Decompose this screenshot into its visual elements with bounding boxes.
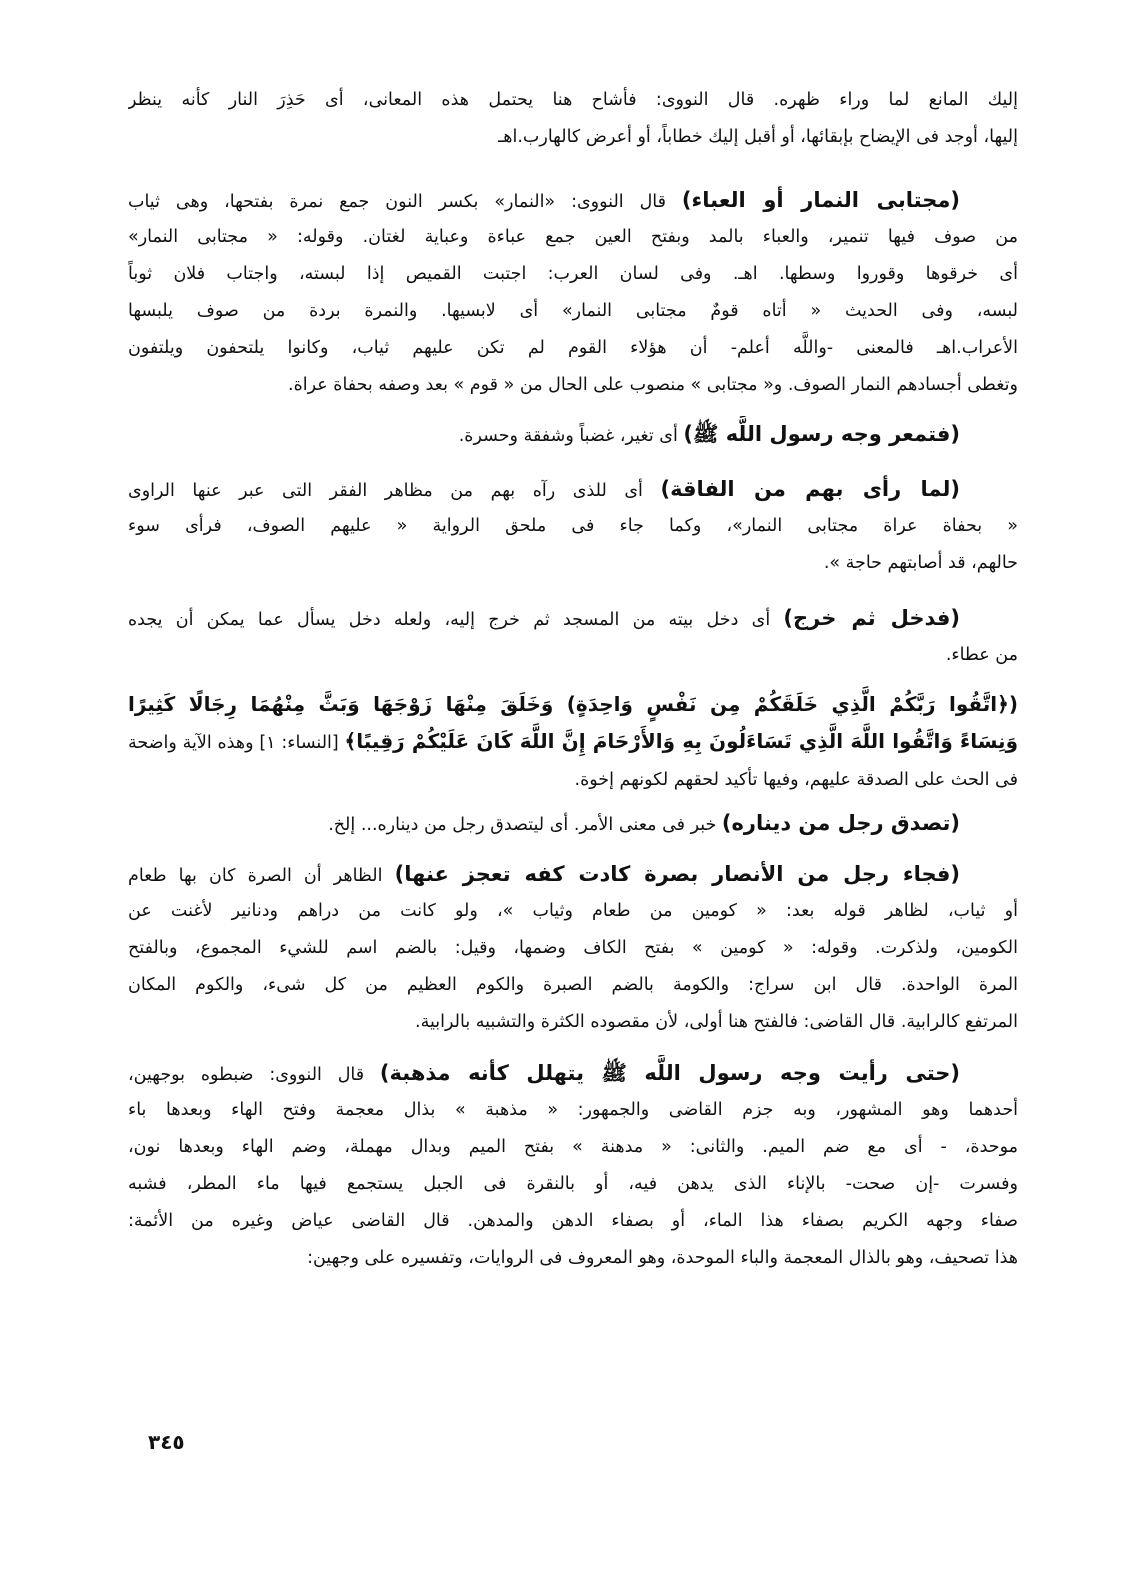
text-line (128, 256, 1018, 293)
text-line (128, 1166, 1018, 1203)
text-line (128, 1004, 1018, 1041)
page-body (128, 82, 1018, 1277)
text-line (128, 637, 1018, 674)
heading-phrase: (فجاء رجل من الأنصار بصرة كادت كفه تعجز عنها) (394, 862, 960, 886)
body-text: هذا تصحيف، وهو بالذال المعجمة والباء الموحدة، وهو المعروف فى الروايات، وتفسيره على وجهين: (307, 1248, 1018, 1268)
text-line (128, 293, 1018, 330)
text-line (128, 893, 1018, 930)
body-text: حالهم، قد أصابتهم حاجة ». (823, 553, 1018, 573)
text-line (128, 967, 1018, 1004)
text-line (128, 760, 1018, 797)
text-line (128, 182, 1018, 219)
body-text: وتغطى أجسادهم النمار الصوف. و« مجتابى » منصوب على الحال من « قوم » بعد وصفه بحفاة عراة. (288, 375, 1018, 395)
heading-phrase: (مجتابى النمار أو العباء) (681, 188, 960, 212)
paragraph (128, 82, 1018, 156)
quran-verse-paragraph (128, 686, 1018, 797)
heading-phrase: (فدخل ثم خرج) (783, 606, 961, 630)
text-line (128, 119, 1018, 156)
body-text: لبسه، وفى الحديث « أتاه قومٌ مجتابى النمار» أى لابسيها. والنمرة بردة من صوف يلبسها (128, 301, 1018, 321)
body-text: قال النووى: ضبطوه بوجهين، (128, 1065, 380, 1085)
body-text: المرة الواحدة. قال ابن سراج: والكومة بالضم الصبرة والكوم العظيم من كل شىء، والكوم المكان (128, 975, 1018, 995)
body-text: [النساء: ١] وهذه الآية واضحة (128, 733, 345, 753)
body-text: موحدة، - أى مع ضم الميم. والثانى: « مدهنة » بفتح الميم وبدال مهملة، وضم الهاء وبعدها نون، (128, 1137, 1018, 1157)
paragraph (128, 471, 1018, 582)
paragraph (128, 1055, 1018, 1277)
body-text: « بحفاة عراة مجتابى النمار»، وكما جاء فى ملحق الرواية « عليهم الصوف، فرأى سوء (128, 516, 1018, 536)
body-text: الظاهر أن الصرة كان بها طعام (128, 866, 395, 886)
text-line (128, 1203, 1018, 1240)
body-text: من صوف فيها تنمير، والعباء بالمد وبفتح العين جمع عباءة وعباية لغتان. وقوله: « مجتابى النمار» (128, 227, 1018, 247)
text-line (128, 1240, 1018, 1277)
heading-phrase: (تصدق رجل من ديناره) (721, 811, 960, 835)
text-line (128, 600, 1018, 637)
body-text: أى تغير، غضباً وشفقة وحسرة. (458, 426, 684, 446)
paragraph (128, 182, 1018, 404)
verse-text: وَنِسَاءً وَاتَّقُوا اللَّهَ الَّذِي تَسَاءَلُونَ بِهِ وَالأَرْحَامَ إِنَّ اللَّهَ كَانَ عَلَيْكُمْ رَقِيبًا﴾ (344, 729, 1018, 753)
body-text: من عطاء. (945, 645, 1018, 665)
text-line (128, 805, 1018, 842)
paragraph (128, 600, 1018, 674)
verse-text: (﴿اتَّقُوا رَبَّكُمْ الَّذِي خَلَقَكُمْ مِن نَفْسٍ وَاحِدَةٍ) وَخَلَقَ مِنْهَا زَوْجَهَا وَبَثَّ مِنْهُمَا رِجَالًا كَثِيرًا (128, 692, 1018, 716)
body-text: أى دخل بيته من المسجد ثم خرج إليه، ولعله دخل يسأل عما يمكن أن يجده (128, 610, 784, 630)
body-text: خبر فى معنى الأمر. أى ليتصدق رجل من ديناره... إلخ. (328, 815, 722, 835)
page-number: ٣٤٥ (148, 1430, 185, 1454)
text-line (128, 82, 1018, 119)
body-text: صفاء وجهه الكريم بصفاء هذا الماء، أو بصفاء الدهن والمدهن. قال القاضى عياض وغيره من الأئمة: (128, 1211, 1018, 1231)
body-text: أو ثياب، لظاهر قوله بعد: « كومين من طعام وثياب »، ولو كانت من دراهم ودنانير لأغنت عن (128, 901, 1018, 921)
heading-phrase: (لما رأى بهم من الفاقة) (660, 477, 960, 501)
paragraph (128, 856, 1018, 1041)
text-line (128, 1092, 1018, 1129)
text-line (128, 686, 1018, 723)
text-line (128, 723, 1018, 760)
text-line (128, 416, 1018, 453)
body-text: المرتفع كالرابية. قال القاضى: فالفتح هنا أولى، لأن مقصوده الكثرة والتشبيه بالرابية. (415, 1012, 1018, 1032)
heading-phrase: (حتى رأيت وجه رسول اللَّه ﷺ يتهلل كأنه مذهبة) (379, 1061, 960, 1085)
text-line (128, 856, 1018, 893)
text-line (128, 508, 1018, 545)
body-text: فى الحث على الصدقة عليهم، وفيها تأكيد لحقهم لكونهم إخوة. (574, 770, 1018, 790)
body-text: الكومين، ولذكرت. وقوله: « كومين » بفتح الكاف وضمها، وقيل: بالضم اسم للشيء المجموع، وبالفتح (128, 938, 1018, 958)
text-line (128, 367, 1018, 404)
text-line (128, 930, 1018, 967)
text-line (128, 545, 1018, 582)
heading-phrase: (فتمعر وجه رسول اللَّه ﷺ) (683, 422, 960, 446)
body-text: الأعراب.اهـ فالمعنى -واللَّه أعلم- أن هؤلاء القوم لم تكن عليهم ثياب، وكانوا يلتحفون ويلتفون (128, 338, 1018, 358)
text-line (128, 1055, 1018, 1092)
text-line (128, 219, 1018, 256)
body-text: وفسرت -إن صحت- بالإناء الذى يدهن فيه، أو بالنقرة فى الجبل يستجمع فيها ماء المطر، فشبه (128, 1174, 1018, 1194)
body-text: قال النووى: «النمار» بكسر النون جمع نمرة بفتحها، وهى ثياب (128, 192, 682, 212)
body-text: أحدهما وهو المشهور، وبه جزم القاضى والجمهور: « مذهبة » بذال معجمة وفتح الهاء وبعدها باء (128, 1100, 1018, 1120)
body-text: أى للذى رآه بهم من مظاهر الفقر التى عبر عنها الراوى (128, 481, 661, 501)
text-line (128, 471, 1018, 508)
text-line (128, 1129, 1018, 1166)
paragraph (128, 805, 1018, 842)
body-text: أى خرقوها وقوروا وسطها. اهـ. وفى لسان العرب: اجتبت القميص إذا لبسته، واجتاب فلان ثوباً (128, 264, 1018, 284)
body-text: إليها، أوجد فى الإيضاح بإبقائها، أو أقبل إليك خطاباً، أو أعرض كالهارب.اهـ (498, 127, 1018, 147)
body-text: إليك المانع لما وراء ظهره. قال النووى: فأشاح هنا يحتمل هذه المعانى، أى حَذِرَ النار كأنه ينظر (128, 90, 1018, 110)
text-line (128, 330, 1018, 367)
paragraph (128, 416, 1018, 453)
